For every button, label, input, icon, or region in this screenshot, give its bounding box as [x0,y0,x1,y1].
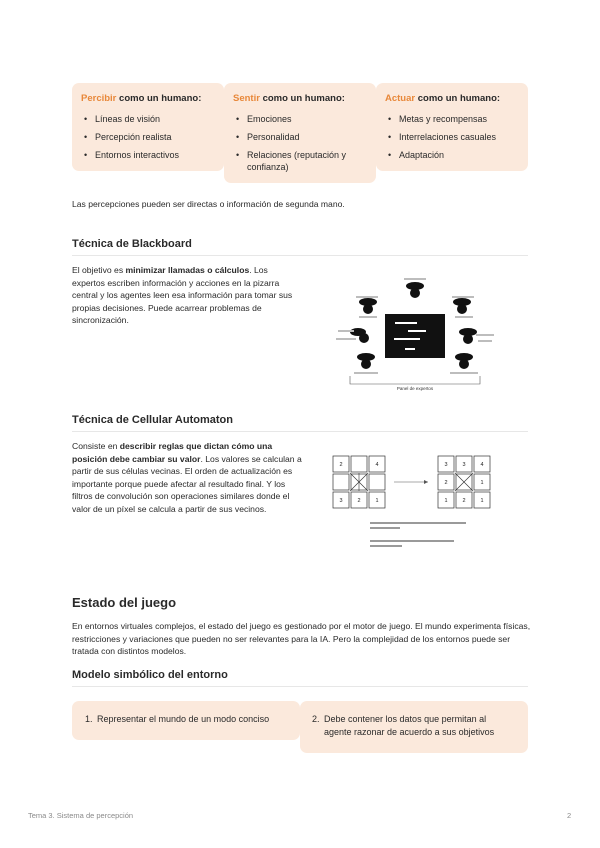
rule-captions [370,522,466,547]
blackboard-heading: Técnica de Blackboard [72,238,192,250]
list-item: • Adaptación [399,149,519,161]
step-number: 2. [312,714,320,724]
cell-value: 2 [357,498,361,504]
card-title: Percibir como un humano: [81,93,202,104]
panel-caption: Panel de expertos [396,386,434,391]
blackboard-paragraph: El objetivo es minimizar llamadas o cálculos. Los expertos escriben información y acciones en la pizarra central y los agentes leen esa información para tomar sus propias decisiones. Puede acarrear problemas de sincronización. [72,265,293,326]
cell-value: 3 [462,462,466,468]
step-card-2 [300,701,528,753]
card-sentir [224,83,376,183]
blackboard-panel [385,314,445,358]
perceptions-note: Las percepciones pueden ser directas o información de segunda mano. [72,199,345,209]
step-text: Debe contener los datos que permitan al agente razonar de acuerdo a sus objetivos [324,714,495,737]
list-item: • Personalidad [247,131,367,143]
step-card-1 [72,701,300,740]
cell-value: 2 [444,480,448,486]
card-title: Sentir como un humano: [233,93,345,104]
cell-value: 3 [444,462,448,468]
card-list [385,113,519,161]
footer-title: Tema 3. Sistema de percepción [28,811,134,820]
list-item: • Líneas de visión [95,113,215,125]
list-item: • Percepción realista [95,131,215,143]
list-item: • Entornos interactivos [95,149,215,161]
cell-value: 2 [462,498,466,504]
cell-value: 1 [375,498,379,504]
page-number: 2 [567,811,572,820]
divider [72,686,528,687]
estado-heading: Estado del juego [72,595,177,610]
cellular-diagram [330,452,500,556]
cell-value: 3 [339,498,343,504]
cell-value: 1 [444,498,448,504]
divider [72,431,528,432]
modelo-heading: Modelo simbólico del entorno [72,669,228,681]
cell-value: 4 [375,462,379,468]
card-list [233,113,367,173]
cellular-paragraph: Consiste en describir reglas que dictan cómo una posición debe cambiar su valor. Los valores se calculan a partir de sus células vecinas. El orden de actualización es importante porque puede afectar al resultado final. Y los filtros de convolución son operaciones similares donde el valor de un píxel se calcula a partir de sus vecinos. [72,441,302,514]
list-item: • Relaciones (reputación y confianza) [247,149,367,173]
card-title: Actuar como un humano: [385,93,501,104]
card-actuar [376,83,528,171]
cell-value: 1 [480,480,484,486]
estado-paragraph: En entornos virtuales complejos, el estado del juego es gestionado por el motor de juego. El mundo experimenta físicas, restricciones y variaciones que pueden no ser relevantes para la IA. Pero la complejidad de los entornos puede ser tratada con distintos modelos. [72,621,531,657]
list-item: • Interrelaciones casuales [399,131,519,143]
step-number: 1. [85,714,93,724]
cell-value: 1 [480,498,484,504]
step-text: Representar el mundo de un modo conciso [97,714,270,724]
list-item: • Emociones [247,113,367,125]
card-percibir [72,83,224,171]
blackboard-diagram [330,272,500,394]
divider [72,255,528,256]
list-item: • Metas y recompensas [399,113,519,125]
card-list [81,113,215,161]
cell-value: 2 [339,462,343,468]
cell-value: 4 [480,462,484,468]
cellular-heading: Técnica de Cellular Automaton [72,414,233,426]
